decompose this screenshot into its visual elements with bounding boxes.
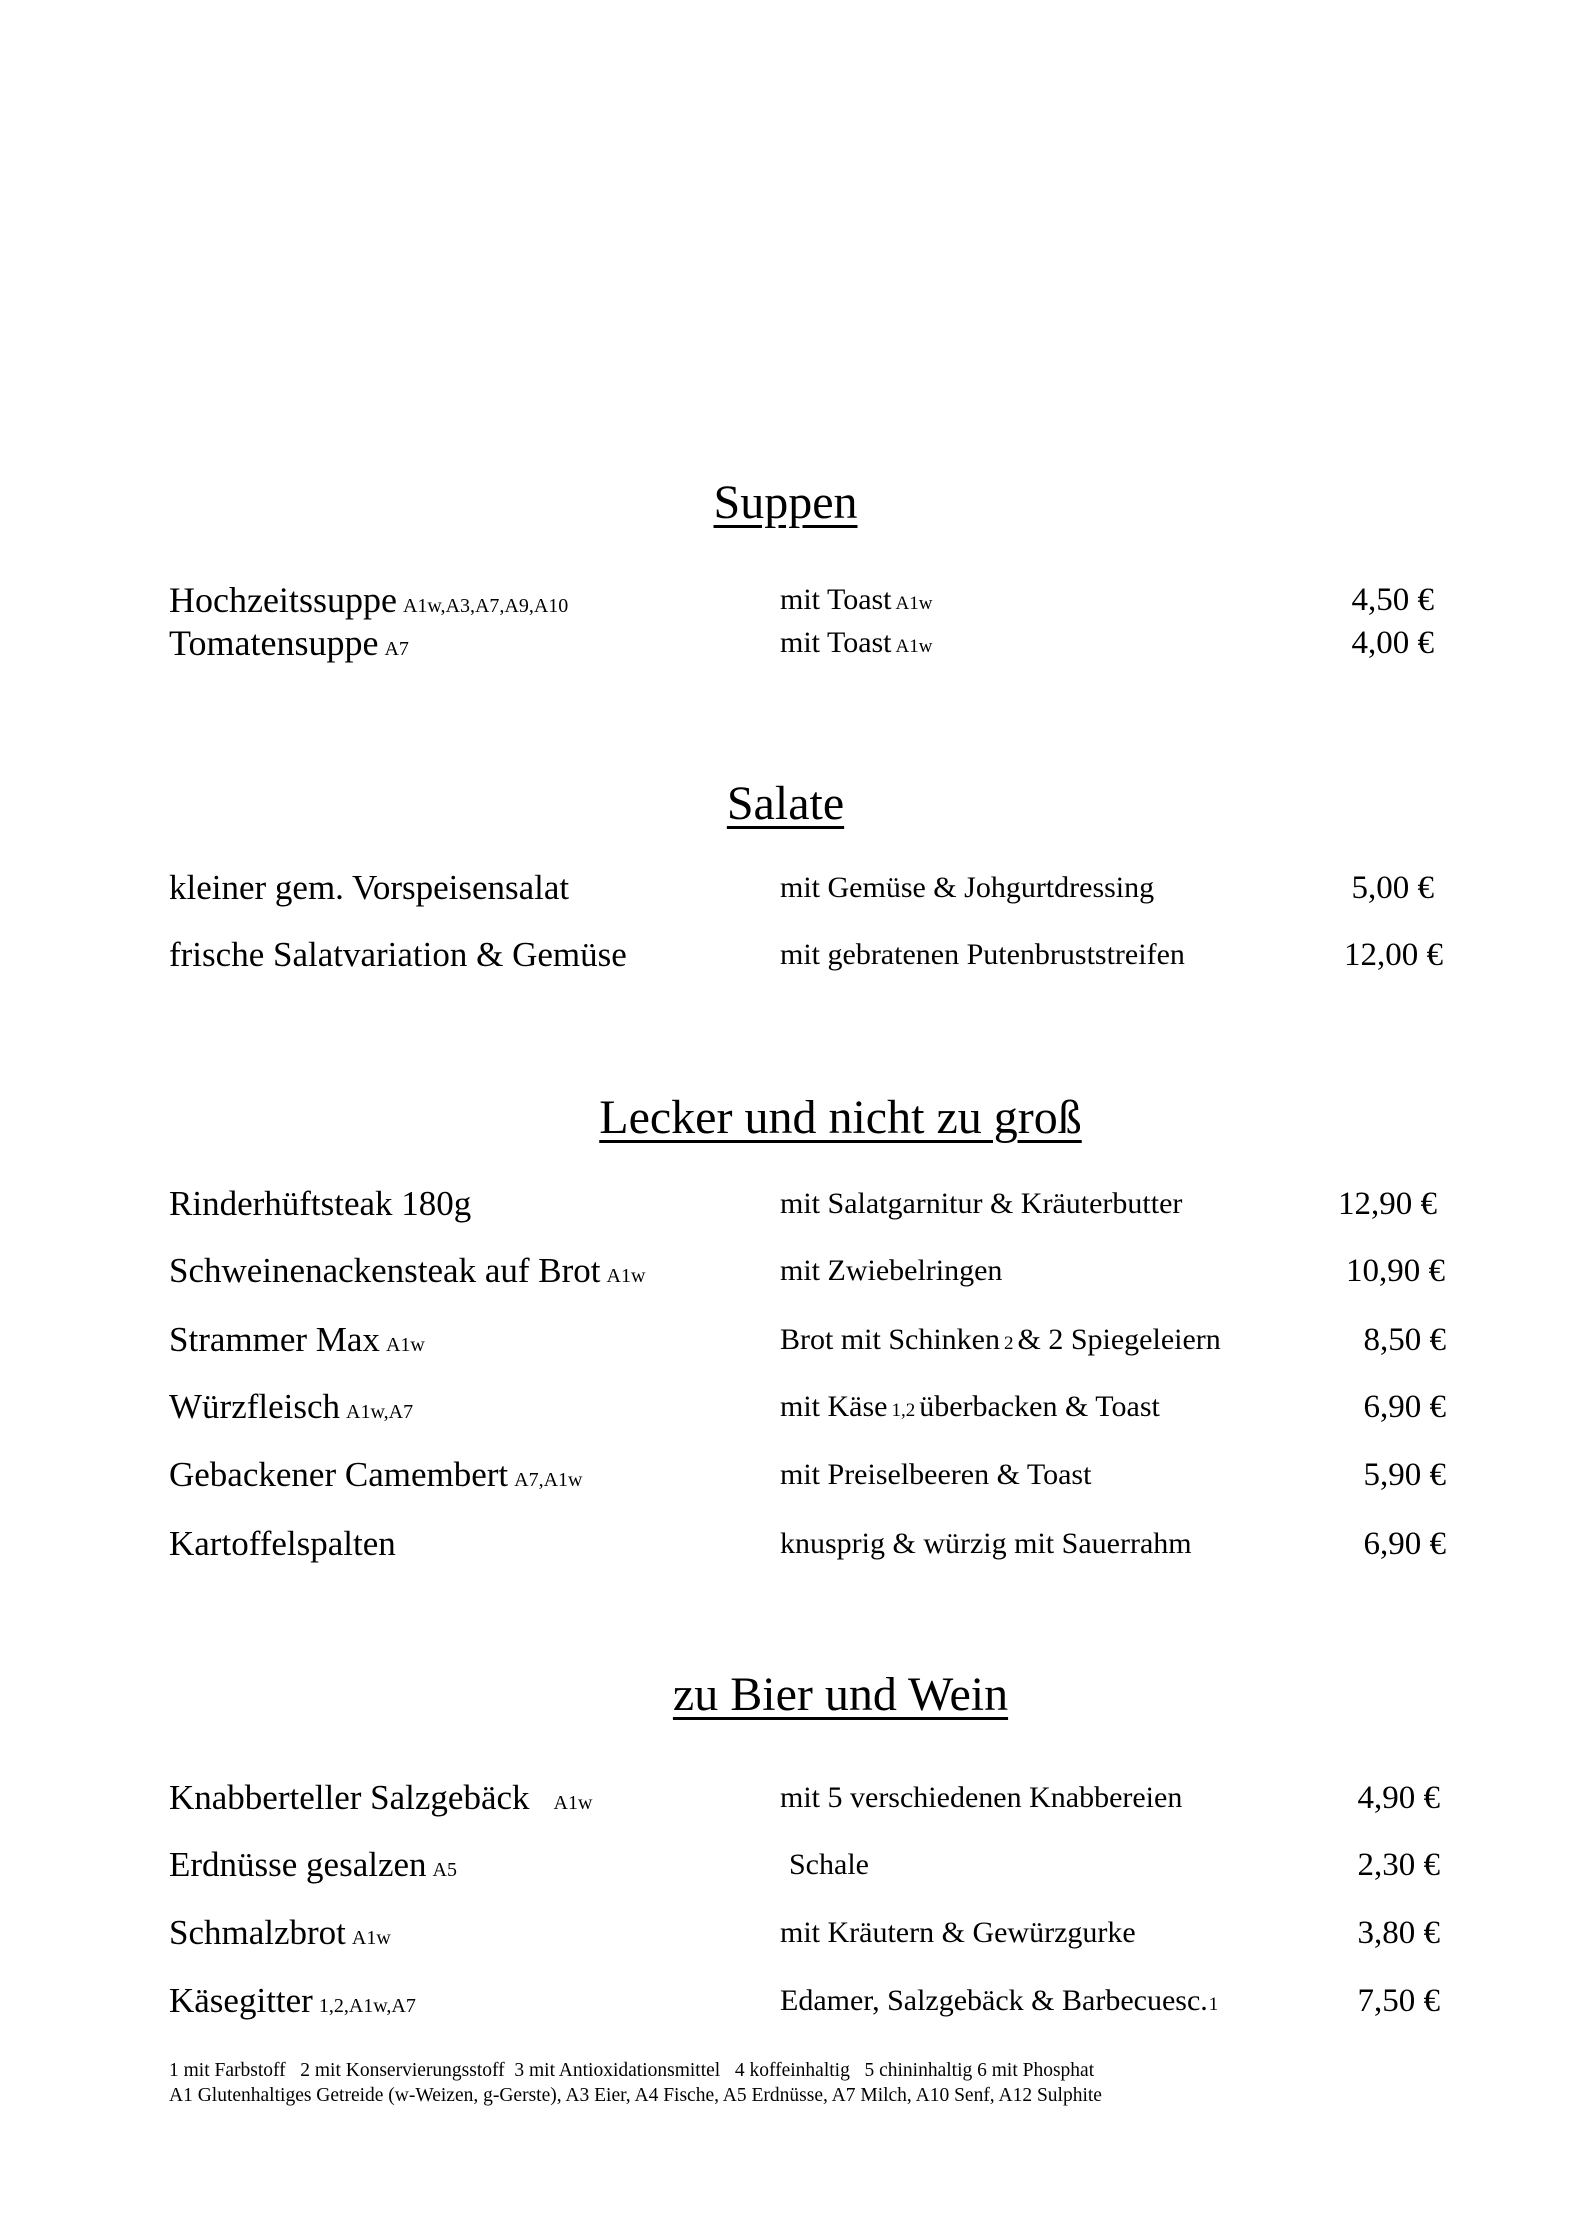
item-price: 7,50 € bbox=[1357, 1983, 1440, 2019]
item-name-text: Schweinenackensteak auf Brot bbox=[169, 1251, 601, 1290]
description-codes: 1,2 bbox=[891, 1400, 916, 1421]
item-description bbox=[780, 1318, 1221, 1366]
item-name-text: Käsegitter bbox=[169, 1981, 313, 2020]
item-price: 2,30 € bbox=[1357, 1847, 1440, 1883]
item-name-text: Gebackener Camembert bbox=[169, 1455, 509, 1494]
description-codes: 1 bbox=[1208, 1994, 1219, 2015]
item-name: Rinderhüftsteak 180g bbox=[169, 1184, 472, 1223]
item-description-text: Brot mit Schinken bbox=[780, 1323, 1000, 1356]
section-title: Lecker und nicht zu groß bbox=[599, 1091, 1082, 1144]
item-name-text: Strammer Max bbox=[169, 1320, 380, 1359]
menu-item bbox=[0, 1911, 1571, 1955]
allergen-codes: 1,2,A1w,A7 bbox=[318, 1995, 416, 2017]
item-description bbox=[780, 1979, 1222, 2027]
menu-item bbox=[0, 1522, 1571, 1566]
description-codes: A1w bbox=[895, 593, 933, 614]
item-name-text: Tomatensuppe bbox=[169, 623, 379, 663]
menu-item bbox=[0, 866, 1571, 910]
item-price: 10,90 € bbox=[1346, 1253, 1445, 1289]
item-name-text: Erdnüsse gesalzen bbox=[169, 1845, 427, 1884]
allergen-codes: A7 bbox=[384, 638, 409, 660]
additives-legend: 1 mit Farbstoff 2 mit Konservierungsstoff 3 mit Antioxidationsmittel 4 koffeinhaltig 5 chininhaltig 6 mit Phosphat bbox=[169, 2060, 1095, 2081]
item-name bbox=[169, 1911, 391, 1960]
item-price: 5,00 € bbox=[1351, 870, 1434, 906]
allergen-codes: A1w bbox=[351, 1927, 391, 1949]
item-price: 6,90 € bbox=[1363, 1389, 1446, 1425]
section-title: Suppen bbox=[713, 476, 858, 529]
item-description: mit 5 verschiedenen Knabbereien bbox=[780, 1781, 1183, 1814]
menu-item bbox=[0, 1249, 1571, 1293]
item-description-text: überbacken & Toast bbox=[919, 1390, 1160, 1423]
menu-item bbox=[0, 1776, 1571, 1820]
item-description-text: mit Toast bbox=[780, 583, 892, 616]
item-name bbox=[169, 1979, 416, 2028]
item-price: 4,00 € bbox=[1351, 625, 1434, 661]
item-name-text: Knabberteller Salzgebäck bbox=[169, 1778, 530, 1817]
item-price: 8,50 € bbox=[1363, 1322, 1446, 1358]
item-description-text: Edamer, Salzgebäck & Barbecuesc. bbox=[780, 1984, 1208, 2017]
item-description-text: & 2 Spiegeleiern bbox=[1017, 1323, 1221, 1356]
item-description: mit gebratenen Putenbruststreifen bbox=[780, 938, 1185, 971]
menu-item bbox=[0, 578, 1571, 622]
section-heading-suppen bbox=[0, 475, 1571, 531]
item-name bbox=[169, 1318, 425, 1367]
section-heading-bier-wein bbox=[0, 1667, 1571, 1723]
item-name-text: Würzfleisch bbox=[169, 1387, 341, 1426]
item-name-text: Hochzeitssuppe bbox=[169, 580, 397, 620]
allergen-codes: A1w bbox=[385, 1334, 425, 1356]
item-description: mit Salatgarnitur & Kräuterbutter bbox=[780, 1187, 1183, 1220]
item-name bbox=[169, 1776, 592, 1825]
item-description bbox=[780, 621, 936, 669]
allergen-codes: A1w,A7 bbox=[346, 1401, 414, 1423]
menu-item bbox=[0, 1453, 1571, 1497]
item-name bbox=[169, 1453, 582, 1502]
item-name: kleiner gem. Vorspeisensalat bbox=[169, 868, 570, 907]
item-description: knusprig & würzig mit Sauerrahm bbox=[780, 1527, 1192, 1560]
item-description: mit Preiselbeeren & Toast bbox=[780, 1458, 1092, 1491]
item-description: mit Zwiebelringen bbox=[780, 1254, 1003, 1287]
allergen-codes: A1w,A3,A7,A9,A10 bbox=[402, 595, 569, 617]
item-price: 4,90 € bbox=[1357, 1780, 1440, 1816]
allergen-codes: A5 bbox=[432, 1859, 457, 1881]
item-description: mit Gemüse & Johgurtdressing bbox=[780, 871, 1155, 904]
item-description bbox=[780, 578, 936, 626]
item-name bbox=[169, 621, 409, 671]
item-name bbox=[169, 1249, 645, 1298]
menu-item bbox=[0, 1979, 1571, 2023]
item-name: Kartoffelspalten bbox=[169, 1524, 396, 1563]
item-name bbox=[169, 1843, 457, 1892]
menu-item bbox=[0, 1318, 1571, 1362]
item-description-text: mit Toast bbox=[780, 626, 892, 659]
item-name bbox=[169, 1385, 413, 1434]
item-description: mit Kräutern & Gewürzgurke bbox=[780, 1916, 1136, 1949]
item-price: 4,50 € bbox=[1351, 582, 1434, 618]
allergen-codes: A1w bbox=[606, 1265, 646, 1287]
allergens-legend: A1 Glutenhaltiges Getreide (w-Weizen, g-Gerste), A3 Eier, A4 Fische, A5 Erdnüsse, A7 Milch, A10 Senf, A12 Sulphite bbox=[169, 2085, 1102, 2106]
menu-item bbox=[0, 1843, 1571, 1887]
item-description-text: mit Käse bbox=[780, 1390, 888, 1423]
item-price: 3,80 € bbox=[1357, 1915, 1440, 1951]
item-description: Schale bbox=[789, 1848, 869, 1881]
description-codes: 2 bbox=[1004, 1333, 1014, 1354]
item-name-text: Schmalzbrot bbox=[169, 1913, 346, 1952]
item-price: 12,90 € bbox=[1338, 1186, 1437, 1222]
menu-item bbox=[0, 933, 1571, 977]
menu-item bbox=[0, 621, 1571, 665]
item-name: frische Salatvariation & Gemüse bbox=[169, 935, 627, 974]
section-heading-lecker bbox=[0, 1090, 1571, 1146]
item-price: 5,90 € bbox=[1363, 1457, 1446, 1493]
allergen-codes: A7,A1w bbox=[514, 1469, 583, 1491]
item-description bbox=[780, 1385, 1160, 1433]
menu-item bbox=[0, 1182, 1571, 1226]
allergen-codes: A1w bbox=[553, 1792, 593, 1814]
menu-item bbox=[0, 1385, 1571, 1429]
description-codes: A1w bbox=[895, 636, 933, 657]
item-price: 6,90 € bbox=[1363, 1526, 1446, 1562]
section-heading-salate bbox=[0, 776, 1571, 832]
item-price: 12,00 € bbox=[1344, 937, 1443, 973]
section-title: Salate bbox=[726, 777, 845, 830]
section-title: zu Bier und Wein bbox=[672, 1668, 1009, 1721]
